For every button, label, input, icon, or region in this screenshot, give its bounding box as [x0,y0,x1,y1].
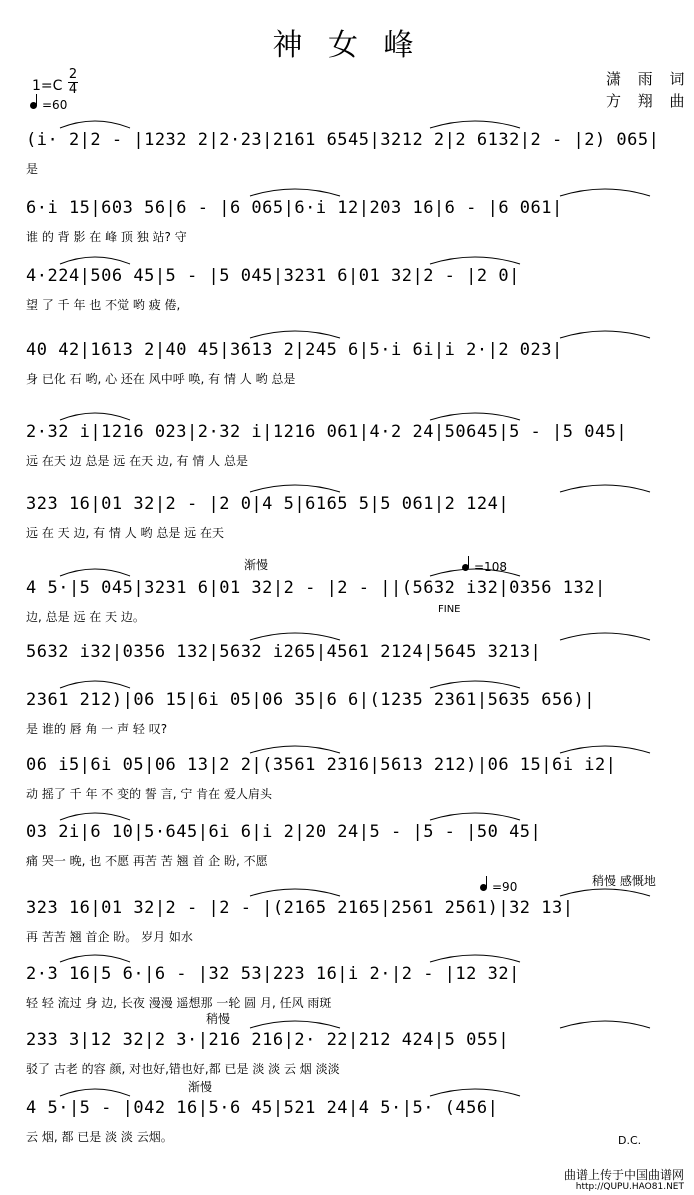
meter-bottom: 4 [68,82,78,97]
lyric-line: 远 在 天 边, 有 情 人 哟 总是 远 在天 [26,526,224,540]
notation-line: 6·i 15|603 56|6 - |6 065|6·i 12|203 16|6 - |6 061| [26,198,563,218]
lyric-line: 边, 总是 远 在 天 边。 [26,610,145,624]
slur-mark [430,413,520,420]
lyricist-credit: 潇 雨 词 [606,70,691,88]
slur-mark [430,121,520,128]
slur-mark [250,189,340,196]
notation-line: 233 3|12 32|2 3·|216 216|2· 22|212 424|5 055| [26,1030,510,1050]
slur-mark [560,746,650,753]
notation-line: 5632 i32|0356 132|5632 i265|4561 2124|5645 3213| [26,642,542,662]
slur-mark [250,889,340,896]
slur-mark [250,633,340,640]
slur-mark [430,813,520,820]
lyric-line: 远 在天 边 总是 远 在天 边, 有 情 人 总是 [26,454,248,468]
tempo-change-90 [480,880,517,894]
ritardando-mark-2: 渐慢 [188,1080,213,1094]
lyric-line: 轻 轻 流过 身 边, 长夜 漫漫 遥想那 一轮 圆 月, 任风 雨斑 [26,996,332,1010]
slur-mark [250,331,340,338]
notation-line: 06 i5|6i 05|06 13|2 2|(3561 2316|5613 212)|06 15|6i i2| [26,755,617,775]
lyric-line: 动 摇了 千 年 不 变的 誓 言, 宁 肯在 爱人肩头 [26,787,272,801]
slur-mark [60,257,130,264]
notation-line: 4 5·|5 045|3231 6|01 32|2 - |2 - ||(5632 i32|0356 132| [26,578,606,598]
quarter-note-icon [480,884,487,891]
slur-mark [560,485,650,492]
tempo-change-108 [462,560,507,574]
time-signature [68,68,78,97]
slur-mark [60,1089,130,1096]
notation-line: 323 16|01 32|2 - |2 - |(2165 2165|2561 2561)|32 13| [26,898,574,918]
expression-mark: 稍慢 感慨地 [592,874,656,888]
lyric-line: 是 [26,162,39,176]
notation-line: 2361 212)|06 15|6i 05|06 35|6 6|(1235 2361|5635 656)| [26,690,595,710]
slur-mark [60,569,130,576]
lyric-line: 再 苦苦 翘 首企 盼。 岁月 如水 [26,930,193,944]
slur-mark [250,746,340,753]
notation-line: 2·32 i|1216 023|2·32 i|1216 061|4·2 24|50645|5 - |5 045| [26,422,628,442]
lyric-line: 望 了 千 年 也 不觉 哟 疲 倦, [26,298,181,312]
slur-mark [560,889,650,896]
slur-mark [560,189,650,196]
slur-mark [430,681,520,688]
tempo-value: =60 [42,98,68,112]
slur-mark [60,955,130,962]
slur-mark [560,1021,650,1028]
ritardando-mark: 渐慢 [244,558,269,572]
slur-mark [60,813,130,820]
lyric-line: 谁 的 背 影 在 峰 顶 独 站? 守 [26,230,187,244]
notation-line: 4·224|506 45|5 - |5 045|3231 6|01 32|2 - |2 0| [26,266,520,286]
slur-mark [60,413,130,420]
meter-top: 2 [68,67,78,82]
notation-line: (i· 2|2 - |1232 2|2·23|2161 6545|3212 2|2 6132|2 - |2) 065| [26,130,660,150]
notation-line: 40 42|1613 2|40 45|3613 2|245 6|5·i 6i|i 2·|2 023| [26,340,563,360]
slur-mark [430,955,520,962]
slur-mark [430,1089,520,1096]
composer-credit: 方 翔 曲 [606,92,691,110]
key-signature: 1=C [32,78,63,94]
notation-line: 323 16|01 32|2 - |2 0|4 5|6165 5|5 061|2 124| [26,494,510,514]
slur-mark [250,485,340,492]
notation-line: 2·3 16|5 6·|6 - |32 53|223 16|i 2·|2 - |12 32| [26,964,520,984]
quarter-note-icon [30,102,37,109]
slur-mark [250,1021,340,1028]
score-title: 神 女 峰 [272,28,422,63]
lyric-line: 云 烟, 都 已是 淡 淡 云烟。 [26,1130,173,1144]
lyric-line: 身 已化 石 哟, 心 还在 风中呼 唤, 有 情 人 哟 总是 [26,372,296,386]
slur-mark [560,331,650,338]
tempo-108-value: =108 [474,560,507,574]
notation-line: 4 5·|5 - |042 16|5·6 45|521 24|4 5·|5· (456| [26,1098,499,1118]
lyric-line: 痛 哭一 晚, 也 不愿 再苦 苦 翘 首 企 盼, 不愿 [26,854,268,868]
slur-mark [560,633,650,640]
slur-mark [430,257,520,264]
notation-line: 03 2i|6 10|5·645|6i 6|i 2|20 24|5 - |5 - |50 45| [26,822,542,842]
footer-url: http://QUPU.HAO81.NET [575,1182,684,1192]
tempo-90-value: =90 [492,880,518,894]
da-capo-mark: D.C. [618,1134,642,1147]
lyric-line: 是 谁的 唇 角 一 声 轻 叹? [26,722,168,736]
footer-site: 曲谱上传于中国曲谱网 [563,1168,684,1182]
tempo-marking [30,98,67,112]
slur-mark [60,121,130,128]
slower-mark: 稍慢 [206,1012,231,1026]
quarter-note-icon [462,564,469,571]
slur-mark [60,681,130,688]
fine-mark: FINE [438,604,461,615]
lyric-line: 驳了 古老 的容 颜, 对也好,错也好,都 已是 淡 淡 云 烟 淡淡 [26,1062,340,1076]
